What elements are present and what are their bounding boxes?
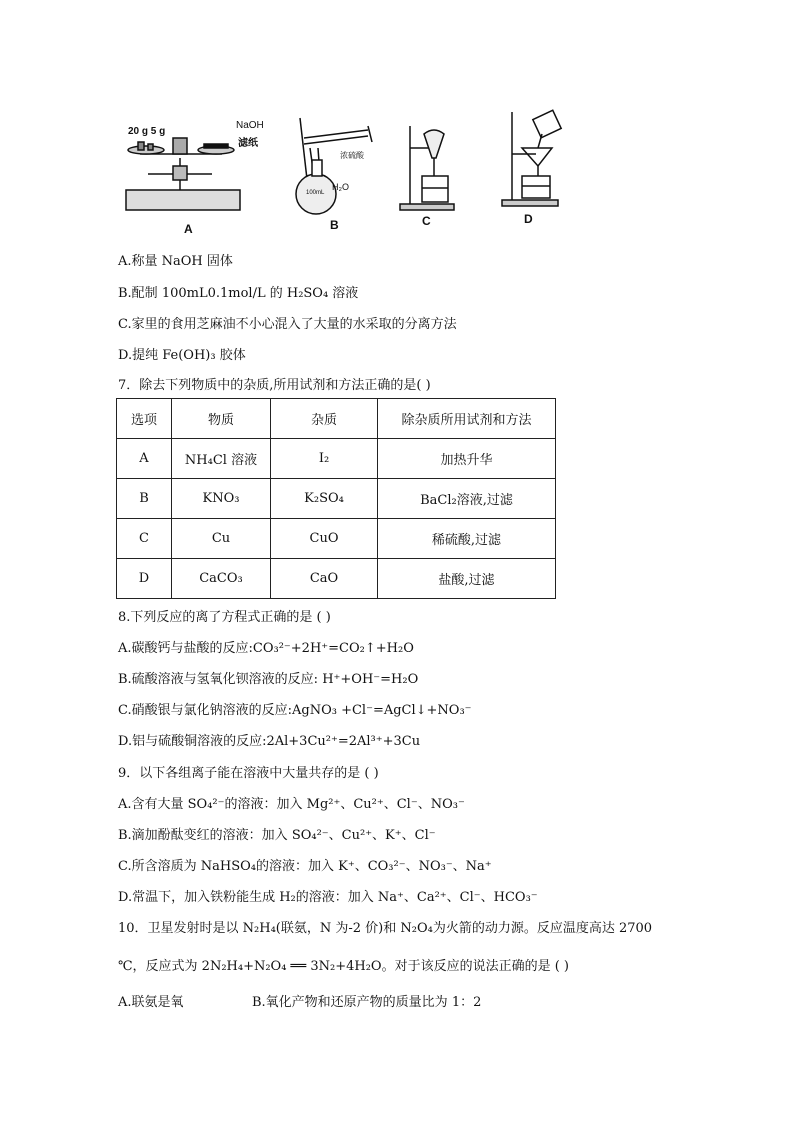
table-cell: C [117,519,172,559]
table-cell: CaCO₃ [172,559,271,599]
q9-stem: 9．以下各组离子能在溶液中大量共存的是 ( ) [118,766,379,781]
q6-option-b: B.配制 100mL0.1mol/L 的 H₂SO₄ 溶液 [118,286,359,301]
table-row [117,439,556,479]
q8-option-c: C.硝酸银与氯化钠溶液的反应:AgNO₃ +Cl⁻=AgCl↓+NO₃⁻ [118,703,472,718]
table-cell: NH₄Cl 溶液 [172,439,271,479]
apparatus-figure [118,108,598,238]
water-label: H₂O [332,182,349,192]
q7-table [116,398,556,599]
table-cell: 盐酸,过滤 [378,559,556,599]
table-cell: B [117,479,172,519]
q10-line1: 10．卫星发射时是以 N₂H₄(联氨，N 为-2 价)和 N₂O₄为火箭的动力源。反应温度高达 2700 [118,921,653,936]
table-cell: A [117,439,172,479]
table-cell: KNO₃ [172,479,271,519]
q10-option-a: A.联氨是氧 [118,995,184,1010]
label-b: B [330,218,339,232]
table-cell: Cu [172,519,271,559]
header-cell: 除杂质所用试剂和方法 [378,399,556,439]
q6-option-d: D.提纯 Fe(OH)₃ 胶体 [118,348,246,363]
q8-option-d: D.铝与硫酸铜溶液的反应:2Al+3Cu²⁺=2Al³⁺+3Cu [118,734,421,749]
q10-option-b: B.氧化产物和还原产物的质量比为 1：2 [252,995,482,1010]
table-cell: 稀硫酸,过滤 [378,519,556,559]
q7-stem: 7．除去下列物质中的杂质,所用试剂和方法正确的是( ) [118,378,431,393]
naoh-label: NaOH [236,120,264,131]
table-header-row [117,399,556,439]
filter-paper-label: 滤纸 [238,138,258,149]
table-cell: K₂SO₄ [271,479,378,519]
q9-option-d: D.常温下，加入铁粉能生成 H₂的溶液：加入 Na⁺、Ca²⁺、Cl⁻、HCO₃⁻ [118,890,538,905]
label-d: D [524,212,533,226]
table-cell: CuO [271,519,378,559]
q8-option-a: A.碳酸钙与盐酸的反应:CO₃²⁻+2H⁺=CO₂↑+H₂O [118,641,414,656]
header-cell: 杂质 [271,399,378,439]
table-row [117,559,556,599]
label-a: A [184,222,193,236]
q9-option-c: C.所含溶质为 NaHSO₄的溶液：加入 K⁺、CO₃²⁻、NO₃⁻、Na⁺ [118,859,492,874]
table-cell: CaO [271,559,378,599]
table-cell: BaCl₂溶液,过滤 [378,479,556,519]
q6-option-a: A.称量 NaOH 固体 [118,254,233,269]
q6-option-c: C.家里的食用芝麻油不小心混入了大量的水采取的分离方法 [118,317,457,332]
table-cell: D [117,559,172,599]
q9-option-b: B.滴加酚酞变红的溶液：加入 SO₄²⁻、Cu²⁺、K⁺、Cl⁻ [118,828,436,843]
q8-stem: 8.下列反应的离了方程式正确的是 ( ) [118,610,331,625]
table-cell: 加热升华 [378,439,556,479]
weights-label: 20 g 5 g [128,126,166,137]
label-c: C [422,214,431,228]
table-row [117,479,556,519]
flask-label: 100mL [306,190,325,196]
q8-option-b: B.硫酸溶液与氢氧化钡溶液的反应: H⁺+OH⁻=H₂O [118,672,419,687]
header-cell: 选项 [117,399,172,439]
q9-option-a: A.含有大量 SO₄²⁻的溶液：加入 Mg²⁺、Cu²⁺、Cl⁻、NO₃⁻ [118,797,465,812]
table-cell: I₂ [271,439,378,479]
q10-line2: ℃，反应式为 2N₂H₄+N₂O₄ ══ 3N₂+4H₂O。对于该反应的说法正确的是 ( ) [118,959,569,974]
table-row [117,519,556,559]
acid-label: 浓硫酸 [340,151,364,160]
header-cell: 物质 [172,399,271,439]
